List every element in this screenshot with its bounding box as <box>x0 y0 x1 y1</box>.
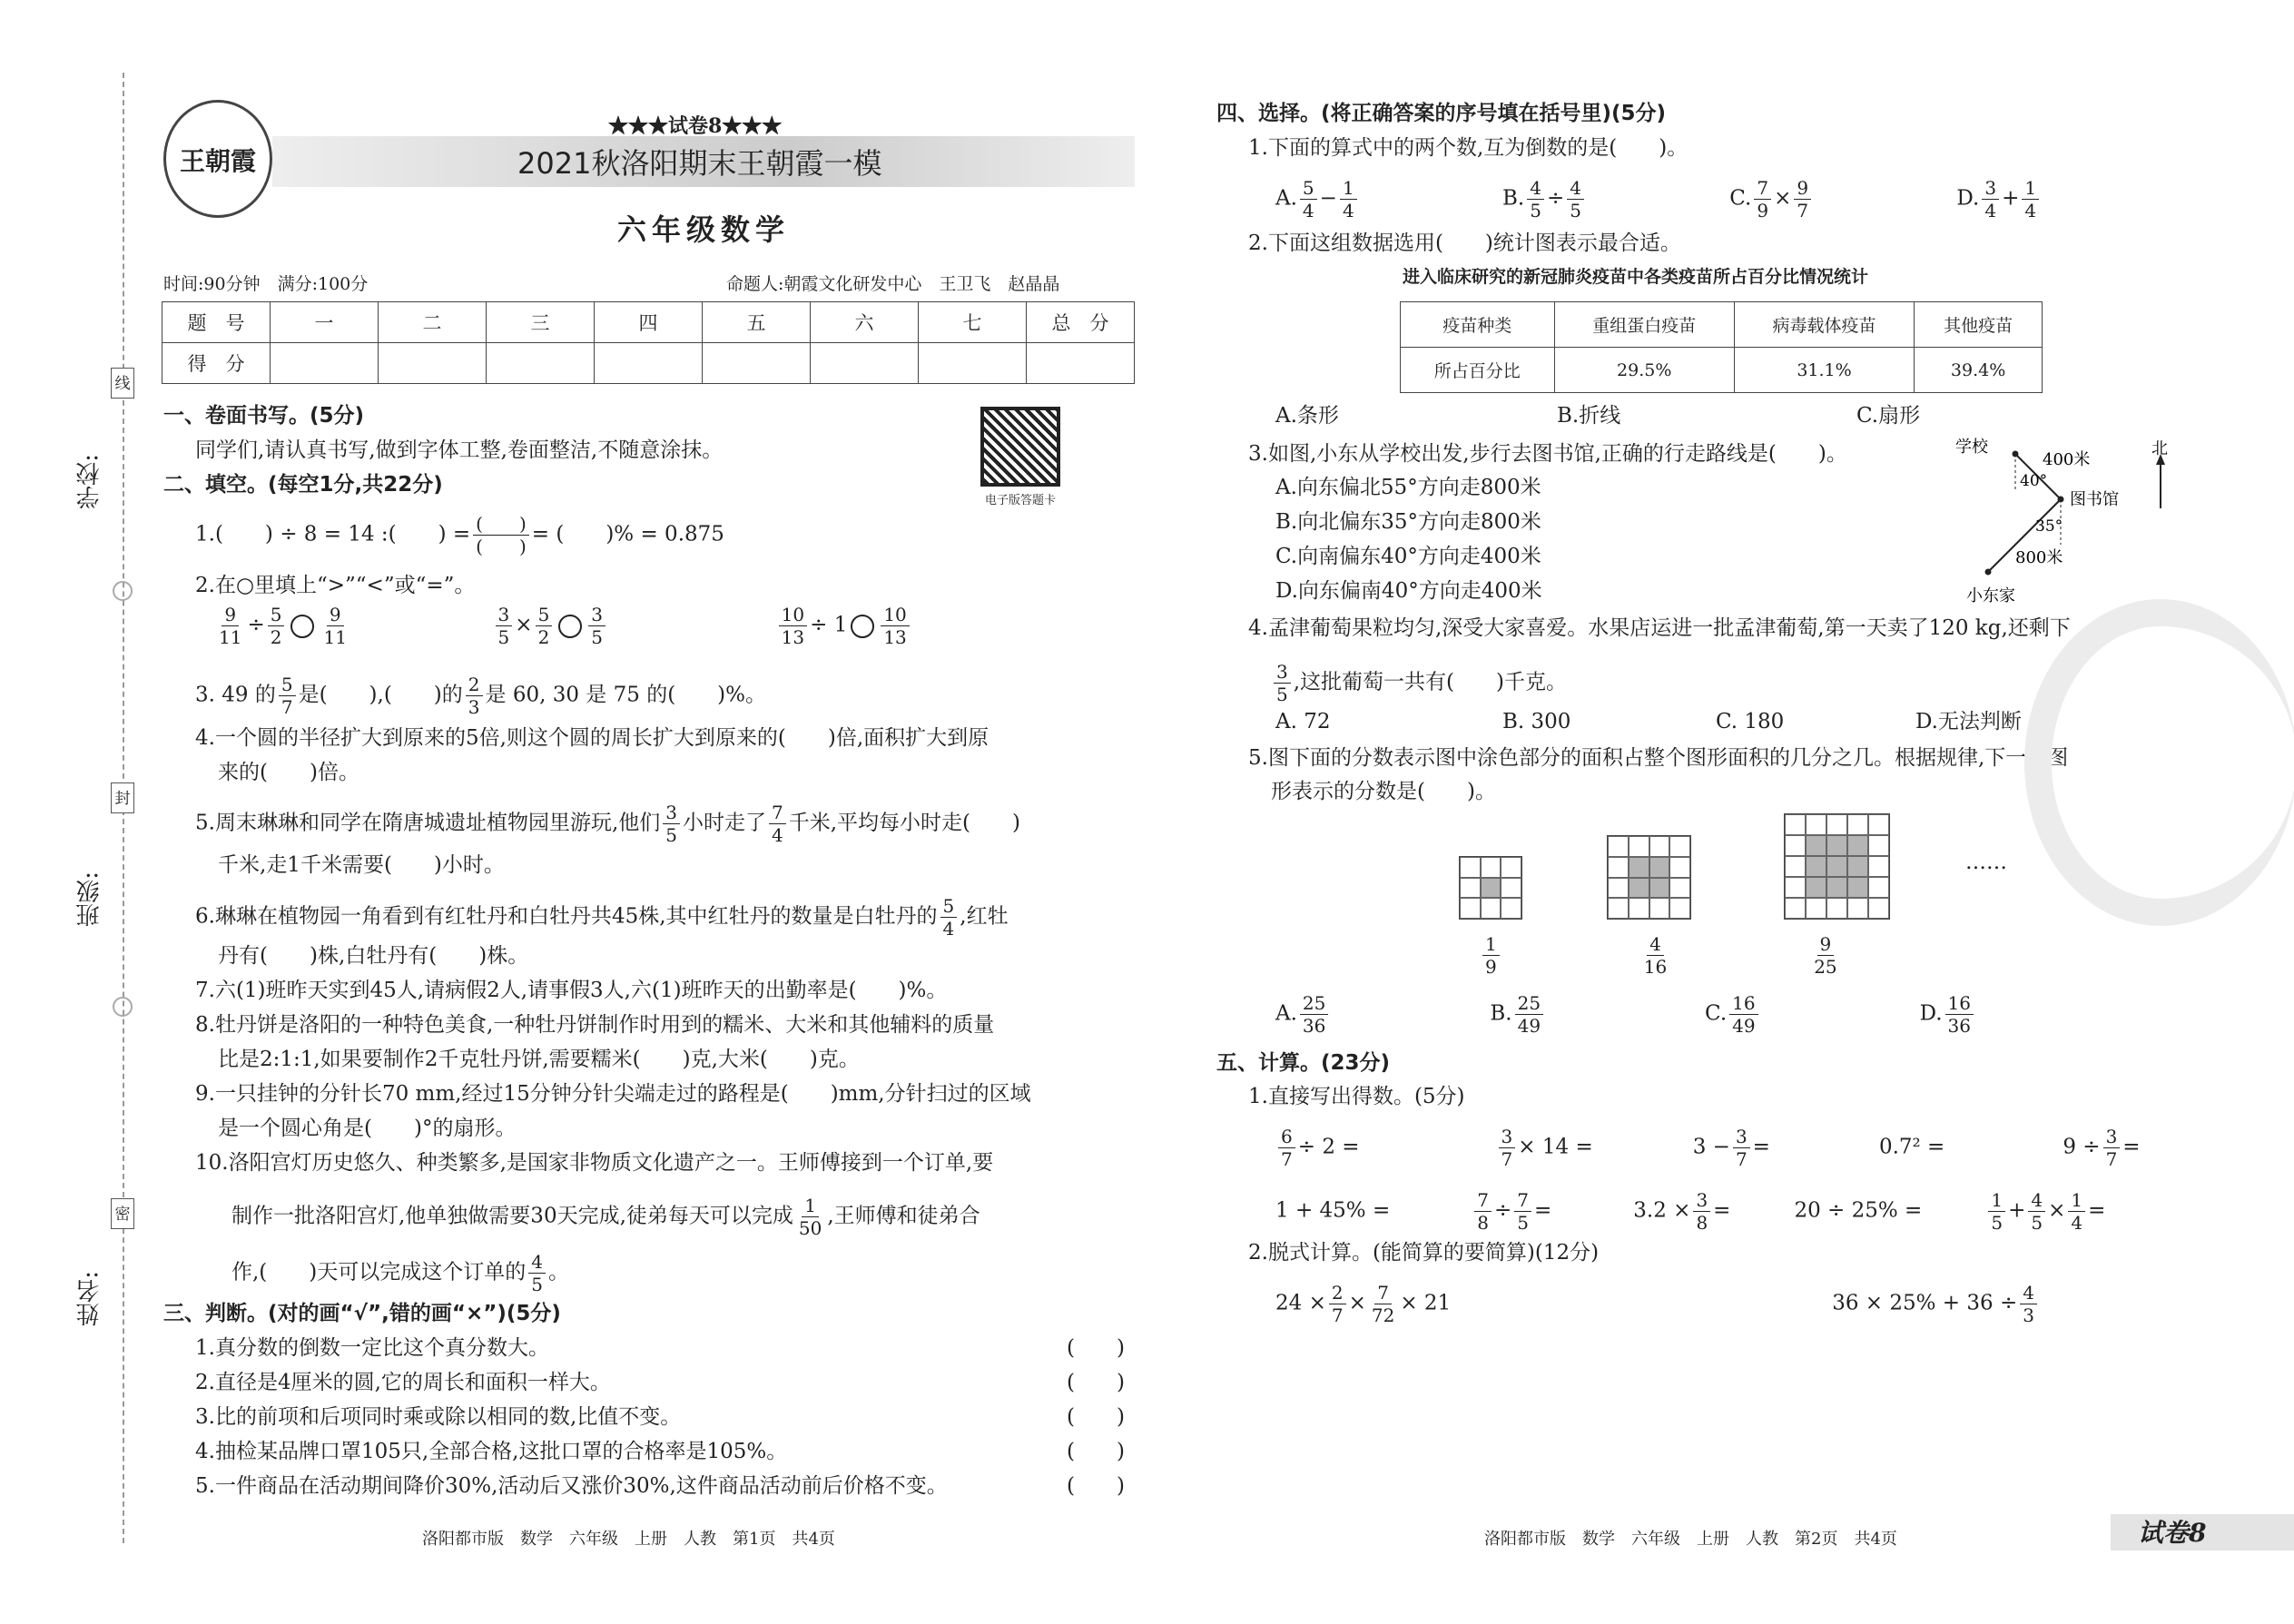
q9-line1: 9.一只挂钟的分针长70 mm,经过15分钟分针尖端走过的路程是( )mm,分针扫过的区域 <box>195 1082 1031 1106</box>
answer-paren[interactable]: ( ) <box>1067 1371 1125 1394</box>
score-head-cell: 六 <box>811 302 919 343</box>
q8-line1: 8.牡丹饼是洛阳的一种特色美食,一种牡丹饼制作时用到的糯米、大米和其他辅料的质量 <box>195 1013 995 1037</box>
secret-watermark <box>2024 599 2294 926</box>
map-distance-2: 800米 <box>2015 548 2063 567</box>
answer-paren[interactable]: ( ) <box>1067 1474 1125 1498</box>
c5-line1: 5.图下面的分数表示图中涂色部分的面积占整个图形面积的几分之几。根据规律,下一个图 <box>1248 746 2069 770</box>
c4-option-b: B. 300 <box>1502 710 1571 733</box>
vaccine-table-title: 进入临床研究的新冠肺炎疫苗中各类疫苗所占百分比情况统计 <box>1403 267 1869 287</box>
pattern-5x5 <box>1784 813 1890 920</box>
c3-option-a: A.向东偏北55°方向走800米 <box>1275 476 1541 499</box>
q10-line1: 10.洛阳宫灯历史悠久、种类繁多,是国家非物质文化遗产之一。王师傅接到一个订单,要 <box>195 1151 994 1175</box>
k2: 2.脱式计算。(能简算的要简算)(12分) <box>1248 1241 1600 1265</box>
vaccine-cell: 所占百分比 <box>1401 348 1555 393</box>
side-name: 姓名: <box>76 1271 103 1326</box>
section-5: 五、计算。(23分) <box>1216 1051 1391 1075</box>
score-head-cell: 题 号 <box>162 302 271 343</box>
calc-row-2: 1 + 45% = $\frac{7}{8}$ ÷ $\frac{7}{5}$ = 3.2 × $\frac{3}{8}$ = 20 ÷ 25% = $\frac{1}{5}$ + $\frac{4}{5}$ × $\frac{1}{4}$ = <box>1275 1189 2106 1234</box>
vaccine-head-cell: 疫苗种类 <box>1401 302 1555 348</box>
c5-options: A. $\frac{25}{36}$ B. $\frac{25}{49}$ C. $\frac{16}{49}$ D. $\frac{16}{36}$ <box>1275 992 1976 1037</box>
map-school: 学校 <box>1955 438 1988 457</box>
score-head-cell: 一 <box>271 302 379 343</box>
judge-item: 2.直径是4厘米的圆,它的周长和面积一样大。 <box>195 1371 611 1394</box>
side-tag-secret: 密 <box>111 1198 134 1229</box>
c5-line2: 形表示的分数是( )。 <box>1271 780 1496 803</box>
vaccine-cell: 31.1% <box>1734 348 1914 393</box>
calc-row-3: 24 × $\frac{2}{7}$ × $\frac{7}{72}$ × 21 36 × 25% + 36 ÷ $\frac{4}{3}$ <box>1275 1282 2040 1326</box>
pattern-dots: …… <box>1965 851 2007 874</box>
c2-option-a: A.条形 <box>1275 404 1339 428</box>
map-library: 图书馆 <box>2070 490 2119 509</box>
vaccine-cell: 39.4% <box>1915 348 2043 393</box>
pattern-3x3 <box>1459 856 1522 920</box>
score-cell[interactable] <box>811 343 919 384</box>
score-table <box>162 301 1135 384</box>
c3-option-b: B.向北偏东35°方向走800米 <box>1275 510 1541 534</box>
c3-option-c: C.向南偏东40°方向走400米 <box>1275 545 1541 568</box>
q10-line2: 制作一批洛阳宫灯,他单独做需要30天完成,徒弟每天可以完成 $\frac{1}{50}$ ,王师傅和徒弟合 <box>231 1195 980 1239</box>
k1: 1.直接写出得数。(5分) <box>1248 1085 1465 1108</box>
score-cell[interactable] <box>379 343 487 384</box>
pattern-fractions: $\frac{1}{9}$ $\frac{4}{16}$ $\frac{9}{25}$ <box>1480 933 1843 978</box>
qr-label: 电子版答题卡 <box>985 494 1057 507</box>
right-footer: 洛阳都市版 数学 六年级 上册 人教 第2页 共4页 <box>1484 1530 1897 1549</box>
answer-paren[interactable]: ( ) <box>1067 1336 1125 1360</box>
score-head-cell: 二 <box>379 302 487 343</box>
side-tag-seal: 封 <box>111 782 134 813</box>
c4-option-a: A. 72 <box>1275 710 1331 733</box>
section-1: 一、卷面书写。(5分) <box>163 404 365 428</box>
section-1-text: 同学们,请认真书写,做到字体工整,卷面整洁,不随意涂抹。 <box>195 438 724 462</box>
judge-item: 1.真分数的倒数一定比这个真分数大。 <box>195 1336 549 1360</box>
vaccine-head-cell: 重组蛋白疫苗 <box>1554 302 1734 348</box>
c3: 3.如图,小东从学校出发,步行去图书馆,正确的行走路线是( )。 <box>1248 442 1847 466</box>
binding-hole <box>113 997 133 1017</box>
exam-authors: 命题人:朝霞文化研发中心 王卫飞 赵晶晶 <box>726 274 1060 294</box>
score-cell: 得 分 <box>162 343 271 384</box>
map-home: 小东家 <box>1966 586 2015 605</box>
q9-line2: 是一个圆心角是( )°的扇形。 <box>218 1117 517 1140</box>
q2: 2.在○里填上“>”“<”或“=”。 <box>195 574 476 597</box>
q6-line1: 6.琳琳在植物园一角看到有红牡丹和白牡丹共45株,其中红牡丹的数量是白牡丹的 $\frac{5}{4}$ ,红牡 <box>195 895 1009 940</box>
answer-paren[interactable]: ( ) <box>1067 1440 1125 1463</box>
side-class: 班级: <box>76 871 103 927</box>
logo-seal: 王朝霞 <box>163 100 272 218</box>
q2-items: $\frac{9}{11}$ ÷ $\frac{5}{2}$ $\frac{9}{11}$ $\frac{3}{5}$ × $\frac{5}{2}$ $\frac{3}{5}$ $\frac{10}{13}$ ÷ 1 $\frac{10}{13}$ <box>213 604 912 648</box>
answer-paren[interactable]: ( ) <box>1067 1405 1125 1429</box>
binding-hole <box>113 581 133 601</box>
c1: 1.下面的算式中的两个数,互为倒数的是( )。 <box>1248 136 1689 160</box>
left-footer: 洛阳都市版 数学 六年级 上册 人教 第1页 共4页 <box>422 1530 835 1549</box>
section-3: 三、判断。(对的画“√”,错的画“×”)(5分) <box>163 1302 561 1325</box>
map-distance-1: 400米 <box>2043 450 2091 469</box>
c3-option-d: D.向东偏南40°方向走400米 <box>1275 579 1542 603</box>
score-head-cell: 总 分 <box>1027 302 1135 343</box>
side-school: 学校: <box>76 454 103 509</box>
c2: 2.下面这组数据选用( )统计图表示最合适。 <box>1248 231 1681 255</box>
score-head-cell: 三 <box>487 302 595 343</box>
q8-line2: 比是2:1:1,如果要制作2千克牡丹饼,需要糯米( )克,大米( )克。 <box>218 1048 860 1071</box>
q5-line1: 5.周末琳琳和同学在隋唐城遗址植物园里游玩,他们 $\frac{3}{5}$ 小时走了 $\frac{7}{4}$ 千米,平均每小时走( ) <box>195 802 1020 846</box>
side-tag-line: 线 <box>111 368 134 399</box>
route-map <box>1952 427 2188 617</box>
q5-line2: 千米,走1千米需要( )小时。 <box>218 853 505 877</box>
paper-tag: 试卷8 <box>2138 1518 2207 1548</box>
judge-item: 5.一件商品在活动期间降价30%,活动后又涨价30%,这件商品活动前后价格不变。 <box>195 1474 948 1498</box>
vaccine-table <box>1400 301 2043 393</box>
judge-item: 4.抽检某品牌口罩105只,全部合格,这批口罩的合格率是105%。 <box>195 1440 788 1463</box>
q4-line2: 来的( )倍。 <box>218 761 359 784</box>
c4-option-c: C. 180 <box>1716 710 1785 733</box>
score-cell[interactable] <box>595 343 703 384</box>
q7: 7.六(1)班昨天实到45人,请病假2人,请事假3人,六(1)班昨天的出勤率是( )%。 <box>195 979 948 1002</box>
score-head-cell: 五 <box>703 302 811 343</box>
score-cell[interactable] <box>703 343 811 384</box>
score-head-cell: 七 <box>919 302 1027 343</box>
c4-line2: $\frac{3}{5}$ ,这批葡萄一共有( )千克。 <box>1271 661 1567 705</box>
q1: 1.( ) ÷ 8 = 14 :( ) = $\frac{( )}{( )}$ = ( )% = 0.875 <box>195 513 724 557</box>
page-title: 六年级数学 <box>617 212 791 247</box>
calc-row-1: $\frac{6}{7}$ ÷ 2 = $\frac{3}{7}$ × 14 = 3 − $\frac{3}{7}$ = 0.7² = 9 ÷ $\frac{3}{7}$ = <box>1275 1126 2141 1170</box>
c2-option-c: C.扇形 <box>1856 404 1921 428</box>
exam-time: 时间:90分钟 满分:100分 <box>163 274 369 294</box>
c4-option-d: D.无法判断 <box>1915 710 2022 733</box>
qr-code <box>980 407 1060 487</box>
c1-options: A. $\frac{5}{4}$ − $\frac{1}{4}$ B. $\frac{4}{5}$ ÷ $\frac{4}{5}$ C. $\frac{7}{9}$ × $\frac{9}{7}$ D. $\frac{3}{4}$ + $\frac{1}{4}$ <box>1275 177 2042 221</box>
score-cell[interactable] <box>919 343 1027 384</box>
paper-stars: ★★★试卷8★★★ <box>608 114 783 138</box>
vaccine-head-cell: 其他疫苗 <box>1915 302 2043 348</box>
pattern-4x4 <box>1607 835 1691 920</box>
c2-option-b: B.折线 <box>1557 404 1621 428</box>
score-cell[interactable] <box>487 343 595 384</box>
map-north: 北 <box>2151 439 2168 458</box>
vaccine-cell: 29.5% <box>1554 348 1734 393</box>
q3: 3. 49 的 $\frac{5}{7}$ 是( ),( )的 $\frac{2}{3}$ 是 60, 30 是 75 的( )%。 <box>195 674 766 718</box>
c4-line1: 4.孟津葡萄果粒均匀,深受大家喜爱。水果店运进一批孟津葡萄,第一天卖了120 kg,还剩下 <box>1248 616 2071 640</box>
q10-line3: 作,( )天可以完成这个订单的 $\frac{4}{5}$ 。 <box>231 1251 569 1295</box>
vaccine-head-cell: 病毒载体疫苗 <box>1734 302 1914 348</box>
q6-line2: 丹有( )株,白牡丹有( )株。 <box>218 944 529 968</box>
map-angle-2: 35° <box>2035 517 2063 536</box>
judge-item: 3.比的前项和后项同时乘或除以相同的数,比值不变。 <box>195 1405 682 1429</box>
q4-line1: 4.一个圆的半径扩大到原来的5倍,则这个圆的周长扩大到原来的( )倍,面积扩大到原 <box>195 726 989 750</box>
score-cell[interactable] <box>1027 343 1135 384</box>
paper-header: 2021秋洛阳期末王朝霞一模 <box>517 146 882 181</box>
section-2: 二、填空。(每空1分,共22分) <box>163 473 443 497</box>
section-4: 四、选择。(将正确答案的序号填在括号里)(5分) <box>1216 102 1667 125</box>
score-cell[interactable] <box>271 343 379 384</box>
score-head-cell: 四 <box>595 302 703 343</box>
map-angle-1: 40° <box>2020 472 2048 490</box>
